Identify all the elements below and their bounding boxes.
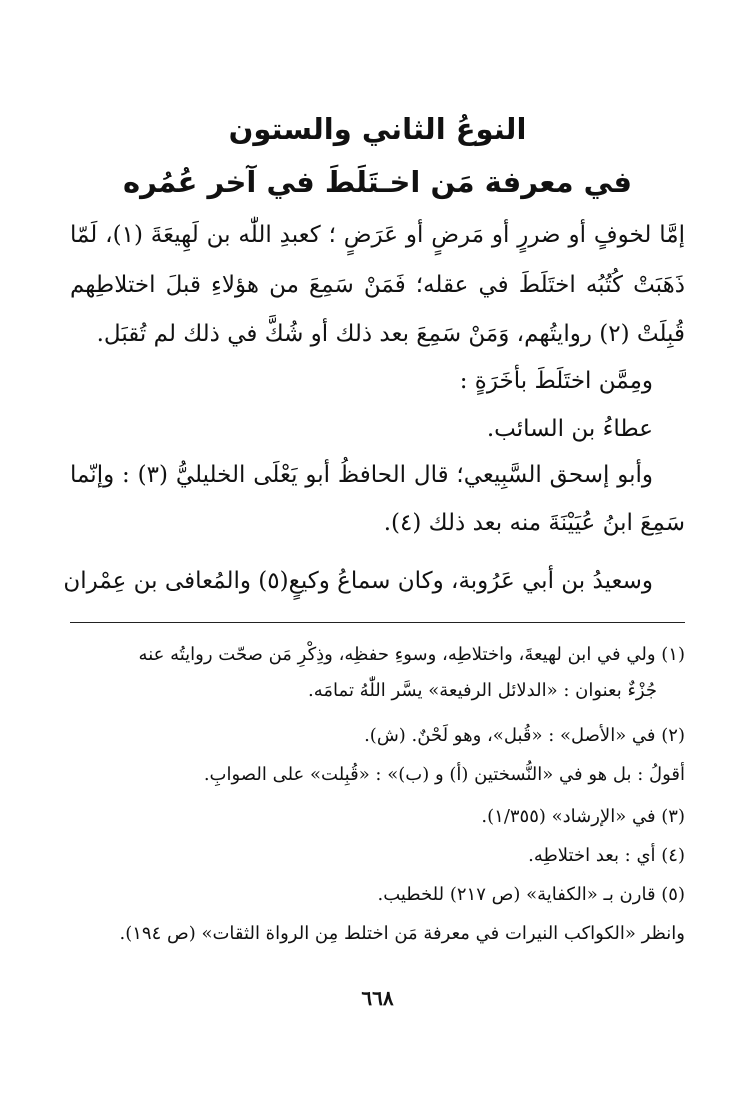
body-line-5: عطاءُ بن السائب. bbox=[486, 416, 653, 442]
chapter-subtitle: في معرفة مَن اخـتَلَطَ في آخر عُمُره bbox=[122, 165, 632, 199]
footnote-1-continued: جُزْءٌ بعنوان : «الدلائل الرفيعة» يسَّر اللّٰهُ تمامَه. bbox=[308, 680, 657, 701]
footnote-divider bbox=[70, 622, 685, 623]
footnote-2-comment: أقولُ : بل هو في «النُّسختين (أ) و (ب)» : «قُبِلت» على الصوابِ. bbox=[203, 764, 685, 785]
footnote-2: (٢) في «الأصل» : «قُبل»، وهو لَحْنٌ. (ش). bbox=[364, 725, 685, 746]
body-line-3: قُبِلَتْ (٢) روايتُهم، وَمَنْ سَمِعَ بعد ذلك أو شُكَّ في ذلك لم تُقبَل. bbox=[96, 321, 685, 347]
body-line-1: إمَّا لخوفٍ أو ضررٍ أو مَرضٍ أو عَرَضٍ ؛ كعبدِ اللّٰه بن لَهِيعَةَ (١)، لَمّا bbox=[70, 222, 685, 248]
body-line-7: سَمِعَ ابنُ عُيَيْنَةَ منه بعد ذلك (٤). bbox=[383, 510, 685, 536]
body-line-4: ومِمَّن اختَلَطَ بأخَرَةٍ : bbox=[459, 368, 653, 394]
body-line-6: وأبو إسحق السَّبِيعي؛ قال الحافظُ أبو يَعْلَى الخليليُّ (٣) : وإنّما bbox=[70, 462, 653, 488]
chapter-title: النوعُ الثاني والستون bbox=[228, 112, 527, 146]
body-line-8: وسعيدُ بن أبي عَرُوبة، وكان سماعُ وكيعٍ(٥) والمُعافى بن عِمْران bbox=[63, 568, 653, 594]
body-line-2: ذَهَبَتْ كُتُبُه اختَلَطَ في عقله؛ فَمَنْ سَمِعَ من هؤلاءِ قبلَ اختلاطِهم bbox=[70, 272, 685, 298]
footnote-3: (٣) في «الإرشاد» (١/٣٥٥). bbox=[481, 806, 685, 827]
footnote-4: (٤) أي : بعد اختلاطِه. bbox=[528, 845, 685, 866]
footnote-5-continued: وانظر «الكواكب النيرات في معرفة مَن اختلط مِن الرواة الثقات» (ص ١٩٤). bbox=[119, 923, 685, 944]
footnote-1: (١) ولي في ابن لهيعةَ، واختلاطِه، وسوءِ حفظِه، وذِكْرِ مَن صحّت روايتُه عنه bbox=[138, 644, 685, 665]
page-number: ٦٦٨ bbox=[361, 986, 394, 1010]
footnote-5: (٥) قارن بـ «الكفاية» (ص ٢١٧) للخطيب. bbox=[377, 884, 685, 905]
